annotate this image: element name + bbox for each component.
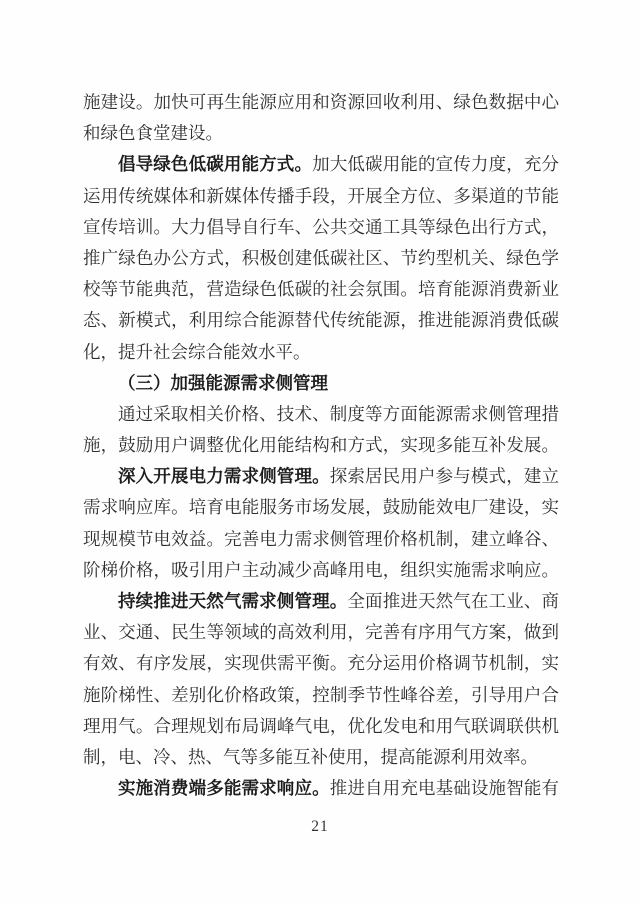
line-text: 施阶梯性、差别化价格政策，控制季节性峰谷差，引导用户合 (83, 684, 559, 705)
line-text: 态、新模式，利用综合能源替代传统能源，推进能源消费低碳 (83, 310, 559, 331)
text-line (83, 555, 559, 586)
line-text: 校等节能典范，营造绿色低碳的社会氛围。培育能源消费新业 (83, 279, 559, 300)
text-line (83, 149, 559, 180)
line-text: 业、交通、民生等领域的高效利用，完善有序用气方案，做到 (83, 622, 559, 643)
page-number: 21 (311, 818, 329, 835)
line-text: 理用气。合理规划布局调峰气电，优化发电和用气联调联供机 (83, 715, 559, 736)
text-line (83, 680, 559, 711)
line-text: 现规模节电效益。完善电力需求侧管理价格机制，建立峰谷、 (83, 528, 559, 549)
section-heading (83, 368, 559, 399)
text-line (83, 461, 559, 492)
line-text: 阶梯价格，吸引用户主动减少高峰用电，组织实施需求响应。 (83, 559, 559, 580)
line-text: 和绿色食堂建设。 (83, 123, 223, 144)
page-body-text (83, 87, 559, 804)
text-line (83, 87, 559, 118)
line-text: 宣传培训。大力倡导自行车、公共交通工具等绿色出行方式， (83, 216, 559, 237)
text-line (83, 305, 559, 336)
paragraph-lead: 倡导绿色低碳用能方式。 (118, 154, 313, 175)
text-line (83, 648, 559, 679)
text-line (83, 181, 559, 212)
line-text: 运用传统媒体和新媒体传播手段，开展全方位、多渠道的节能 (83, 185, 559, 206)
paragraph-lead: 深入开展电力需求侧管理。 (118, 466, 330, 487)
text-line (83, 212, 559, 243)
text-line (83, 773, 559, 804)
line-text: 探索居民用户参与模式，建立 (329, 466, 559, 487)
line-text: 需求响应库。培育电能服务市场发展，鼓励能效电厂建设，实 (83, 497, 559, 518)
text-line (83, 337, 559, 368)
text-line (83, 243, 559, 274)
text-line (83, 742, 559, 773)
text-line (83, 274, 559, 305)
section-heading-text: （三）加强能源需求侧管理 (118, 372, 328, 393)
line-text: 化，提升社会综合能效水平。 (83, 341, 311, 362)
line-text: 有效、有序发展，实现供需平衡。充分运用价格调节机制，实 (83, 653, 559, 674)
text-line (83, 430, 559, 461)
paragraph-lead: 实施消费端多能需求响应。 (118, 778, 330, 799)
line-text: 通过采取相关价格、技术、制度等方面能源需求侧管理措 (118, 403, 559, 424)
text-line (83, 586, 559, 617)
text-line (83, 617, 559, 648)
paragraph-lead: 持续推进天然气需求侧管理。 (118, 591, 348, 611)
text-line (83, 492, 559, 523)
text-line (83, 711, 559, 742)
line-text: 施，鼓励用户调整优化用能结构和方式，实现多能互补发展。 (83, 435, 559, 456)
text-line (83, 524, 559, 555)
text-line (83, 399, 559, 430)
line-text: 施建设。加快可再生能源应用和资源回收利用、绿色数据中心 (83, 92, 559, 112)
line-text: 推进自用充电基础设施智能有 (329, 778, 559, 799)
line-text: 制，电、冷、热、气等多能互补使用，提高能源利用效率。 (83, 746, 538, 767)
line-text: 加大低碳用能的宣传力度，充分 (312, 154, 559, 175)
text-line (83, 118, 559, 149)
line-text: 推广绿色办公方式，积极创建低碳社区、节约型机关、绿色学 (83, 247, 559, 268)
line-text: 全面推进天然气在工业、商 (347, 591, 559, 611)
